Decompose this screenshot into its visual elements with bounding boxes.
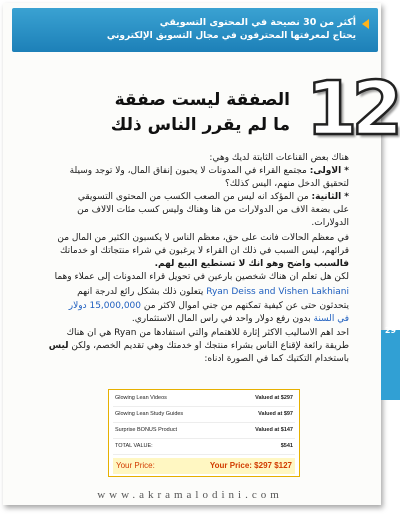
amount-highlight: 15,000,000 دولار	[68, 301, 141, 311]
body-line: الدولارات.	[311, 218, 349, 228]
price-value: Your Price: $297 $127	[209, 461, 292, 470]
offer-row	[113, 424, 295, 439]
body-line: في معظم الحالات فأنت على حق، معظم الناس لا يكسبون الكثير من المال من	[57, 233, 349, 243]
body-line	[24, 192, 349, 202]
body-text: يتحدثون حتى عن كيفية تمكنهم من جني أموال لأكثر من	[141, 301, 349, 311]
chapter-number: 12	[306, 66, 397, 152]
page-side-tab	[381, 330, 400, 400]
banner-subtitle: يحتاج لمعرفتها المحترفون في مجال التسويق الإلكتروني	[106, 31, 356, 41]
body-text: بدون رفع دولار واحد في رأس المال الاستثماري.	[131, 314, 314, 324]
offer-value: $541	[280, 443, 293, 449]
offer-row	[113, 392, 295, 407]
body-text: من المؤكد أنه ليس من الصعب الكسب من المحتوى التسويقي	[77, 192, 312, 202]
offer-value: Valued at $297	[255, 395, 293, 401]
offer-value: Valued at $97	[258, 411, 293, 417]
price-row	[113, 458, 295, 474]
emphasis-word: ليس	[48, 341, 69, 351]
footer-website: www.akramalodini.com	[97, 489, 283, 501]
body-text: مجتمع القراء في المدونات لا يحبون إنفاق المال، ولا توجد وسيلة	[69, 166, 310, 176]
offer-item: Glowing Lean Videos	[115, 395, 167, 401]
price-label: Your Price:	[116, 461, 155, 470]
page-number: 29	[384, 326, 397, 335]
body-line: أحد أهم الأساليب الأكثر إثارة للاهتمام والتي استفادها من Ryan هي أن هناك	[66, 328, 349, 338]
chapter-title-line1: الصفقة ليست صفقة	[114, 90, 290, 110]
offer-row	[113, 408, 295, 423]
body-line: على بضعة آلاف من الدولارات من هنا وهناك وليس كسب مئات الآلاف من	[77, 205, 349, 215]
body-line	[24, 301, 349, 311]
body-line: هناك بعض القناعات الثابتة لديك وهي:	[209, 153, 349, 163]
body-line: لتحقيق الدخل منهم، أليس كذلك؟	[225, 179, 349, 189]
body-line-bold: فالسبب واضح وهو أنك لا تستطيع البيع لهم.	[154, 259, 349, 269]
chapter-title-line2: ما لم يقرر الناس ذلك	[110, 115, 290, 135]
offer-pricing-box	[108, 389, 300, 477]
banner-title: أكثر من 30 نصيحة في المحتوى التسويقي	[159, 17, 356, 28]
offer-total-row	[113, 440, 295, 455]
body-line: قرائهم، ليس السبب في ذلك أن القراء لا يرغبون في شراء منتجاتك أو خدماتك	[59, 246, 349, 256]
names-highlight: Ryan Deiss and Vishen Lakhiani	[206, 287, 349, 297]
orange-arrow-icon	[362, 19, 369, 29]
offer-value: Valued at $147	[255, 427, 293, 433]
body-line: باستخدام التكتيك كما في الصورة أدناه:	[204, 354, 349, 364]
header-banner	[12, 8, 378, 52]
offer-item: Surprise BONUS Product	[115, 427, 178, 433]
body-line: لكن هل تعلم أن هناك شخصين بارعين في تحويل قراء المدونات إلى عملاء وهما	[54, 272, 349, 282]
body-text: يتعلون ذلك بشكل رائع لدرجة أنهم	[77, 287, 207, 297]
offer-item: TOTAL VALUE:	[115, 443, 153, 449]
body-text: طريقة رائعة لإقناع الناس بشراء منتجك أو خدمتك وهي تقديم الخصم، ولكن	[68, 341, 349, 351]
body-line	[24, 341, 349, 351]
year-highlight: في السنة	[313, 314, 349, 324]
body-line	[24, 314, 349, 324]
point-label: * الثانية:	[311, 192, 349, 202]
offer-item: Glowing Lean Study Guides	[115, 411, 184, 417]
point-label: * الأولى:	[309, 166, 349, 176]
body-line	[24, 166, 349, 176]
body-line	[24, 287, 349, 297]
